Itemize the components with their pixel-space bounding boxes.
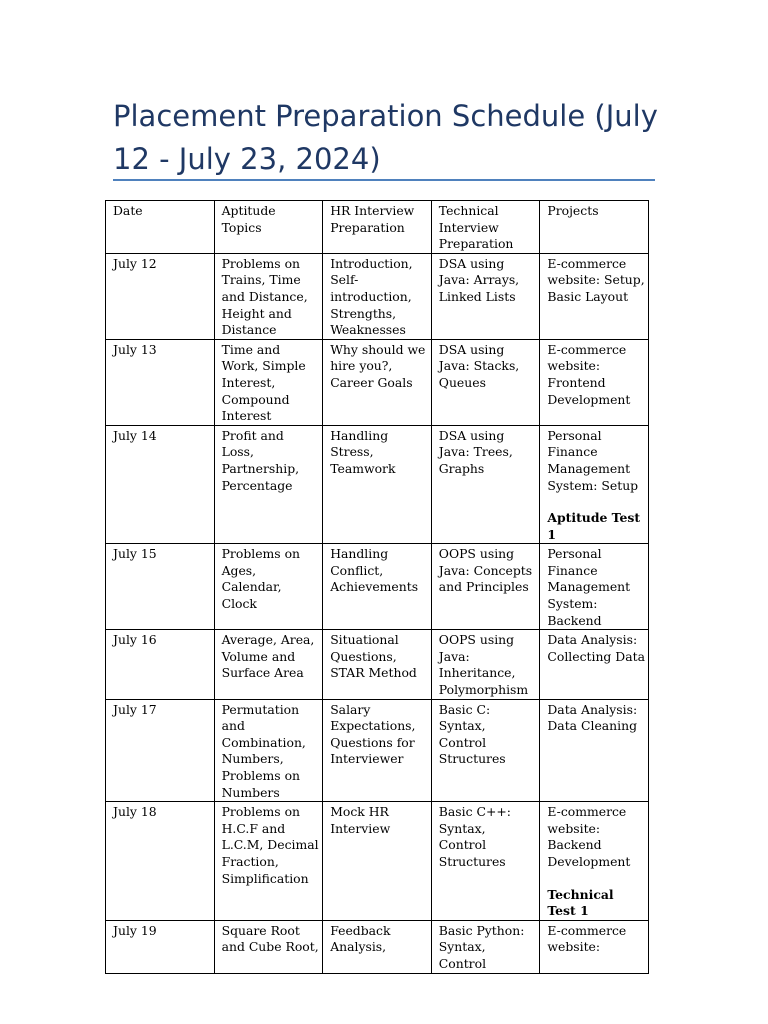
date-cell-text: July 12 bbox=[113, 255, 157, 271]
project-cell bbox=[540, 802, 649, 921]
date-cell bbox=[106, 802, 215, 921]
aptitude-cell-text: Square Root and Cube Root, bbox=[221, 922, 319, 955]
table-row bbox=[106, 920, 649, 973]
hr-cell-text: Salary Expectations, Questions for Interviewer bbox=[330, 701, 416, 767]
aptitude-cell bbox=[214, 920, 323, 973]
date-cell bbox=[106, 339, 215, 425]
technical-cell-text: Basic Python: Syntax, Control bbox=[438, 922, 525, 971]
table-row bbox=[106, 630, 649, 699]
test-note: Aptitude Test 1 bbox=[547, 510, 641, 542]
hr-cell bbox=[323, 339, 432, 425]
technical-cell bbox=[431, 920, 540, 973]
aptitude-cell bbox=[214, 544, 323, 630]
project-cell bbox=[540, 920, 649, 973]
project-cell bbox=[540, 630, 649, 699]
project-cell bbox=[540, 699, 649, 802]
date-cell-text: July 14 bbox=[113, 427, 157, 443]
project-cell-text: E-commerce website: Frontend Development bbox=[547, 341, 631, 407]
table-row bbox=[106, 339, 649, 425]
hr-cell-text: Feedback Analysis, bbox=[330, 922, 391, 955]
technical-cell-text: Basic C: Syntax, Control Structures bbox=[438, 701, 506, 767]
technical-cell-text: Basic C++: Syntax, Control Structures bbox=[438, 804, 511, 869]
aptitude-cell bbox=[214, 630, 323, 699]
technical-cell bbox=[431, 802, 540, 921]
aptitude-cell-text: Permutation and Combination, Numbers, Problems on Numbers bbox=[221, 701, 306, 800]
title-underline bbox=[113, 179, 655, 181]
hr-cell-text: Why should we hire you?, Career Goals bbox=[330, 341, 426, 390]
test-note: Technical Test 1 bbox=[547, 886, 614, 919]
date-cell-text: July 16 bbox=[113, 632, 157, 648]
project-cell-text: Data Analysis: Data Cleaning bbox=[547, 701, 638, 734]
aptitude-cell bbox=[214, 339, 323, 425]
project-cell-text: Personal Finance Management System: Backend bbox=[547, 546, 631, 628]
date-cell-text: July 17 bbox=[113, 701, 157, 717]
header-date: Date bbox=[106, 201, 215, 254]
date-cell bbox=[106, 920, 215, 973]
header-technical: Technical Interview Preparation bbox=[431, 201, 540, 254]
aptitude-cell-text: Profit and Loss, Partnership, Percentage bbox=[221, 427, 300, 493]
project-cell-text: E-commerce website: bbox=[547, 922, 627, 955]
table-row bbox=[106, 802, 649, 921]
hr-cell bbox=[323, 544, 432, 630]
date-cell-text: July 18 bbox=[113, 804, 157, 820]
schedule-table bbox=[105, 200, 649, 974]
hr-cell bbox=[323, 253, 432, 339]
technical-cell-text: DSA using Java: Stacks, Queues bbox=[438, 341, 520, 390]
table-row bbox=[106, 425, 649, 544]
technical-cell bbox=[431, 253, 540, 339]
hr-cell-text: Mock HR Interview bbox=[330, 804, 391, 836]
hr-cell bbox=[323, 920, 432, 973]
hr-cell bbox=[323, 802, 432, 921]
project-cell-text: Data Analysis: Collecting Data bbox=[547, 632, 645, 664]
technical-cell-text: DSA using Java: Arrays, Linked Lists bbox=[438, 255, 520, 304]
table-row bbox=[106, 253, 649, 339]
header-hr: HR Interview Preparation bbox=[323, 201, 432, 254]
aptitude-cell bbox=[214, 425, 323, 544]
date-cell bbox=[106, 630, 215, 699]
aptitude-cell-text: Time and Work, Simple Interest, Compound Interest bbox=[221, 341, 306, 424]
date-cell-text: July 15 bbox=[113, 546, 157, 562]
technical-cell bbox=[431, 630, 540, 699]
technical-cell bbox=[431, 699, 540, 802]
aptitude-cell-text: Problems on Ages, Calendar, Clock bbox=[221, 546, 301, 612]
aptitude-cell bbox=[214, 802, 323, 921]
project-cell-text: Personal Finance Management System: Setup bbox=[547, 427, 639, 493]
project-cell-text: E-commerce website: Backend Development bbox=[547, 804, 631, 869]
technical-cell-text: OOPS using Java: Concepts and Principles bbox=[438, 546, 533, 595]
header-aptitude: Aptitude Topics bbox=[214, 201, 323, 254]
technical-cell bbox=[431, 544, 540, 630]
date-cell bbox=[106, 699, 215, 802]
technical-cell bbox=[431, 339, 540, 425]
date-cell-text: July 19 bbox=[113, 922, 157, 938]
hr-cell-text: Handling Conflict, Achievements bbox=[330, 546, 419, 595]
date-cell-text: July 13 bbox=[113, 341, 157, 357]
table-row bbox=[106, 544, 649, 630]
hr-cell-text: Introduction, Self-introduction, Strengths, Weaknesses bbox=[330, 255, 413, 338]
hr-cell bbox=[323, 699, 432, 802]
aptitude-cell bbox=[214, 699, 323, 802]
project-cell bbox=[540, 339, 649, 425]
table-row bbox=[106, 699, 649, 802]
date-cell bbox=[106, 253, 215, 339]
date-cell bbox=[106, 544, 215, 630]
aptitude-cell-text: Average, Area, Volume and Surface Area bbox=[221, 632, 315, 681]
project-cell-text: E-commerce website: Setup, Basic Layout bbox=[547, 255, 645, 304]
hr-cell bbox=[323, 630, 432, 699]
hr-cell-text: Situational Questions, STAR Method bbox=[330, 632, 417, 681]
project-cell bbox=[540, 425, 649, 544]
aptitude-cell-text: Problems on H.C.F and L.C.M, Decimal Fraction, Simplification bbox=[221, 804, 319, 886]
hr-cell-text: Handling Stress, Teamwork bbox=[330, 427, 396, 476]
hr-cell bbox=[323, 425, 432, 544]
technical-cell bbox=[431, 425, 540, 544]
technical-cell-text: OOPS using Java: Inheritance, Polymorphism bbox=[438, 632, 529, 698]
date-cell bbox=[106, 425, 215, 544]
technical-cell-text: DSA using Java: Trees, Graphs bbox=[438, 427, 513, 476]
page-title: Placement Preparation Schedule (July 12 - July 23, 2024) bbox=[113, 99, 658, 176]
aptitude-cell bbox=[214, 253, 323, 339]
aptitude-cell-text: Problems on Trains, Time and Distance, Height and Distance bbox=[221, 255, 308, 338]
header-projects: Projects bbox=[540, 201, 649, 254]
project-cell bbox=[540, 253, 649, 339]
project-cell bbox=[540, 544, 649, 630]
table-header-row bbox=[106, 201, 649, 254]
